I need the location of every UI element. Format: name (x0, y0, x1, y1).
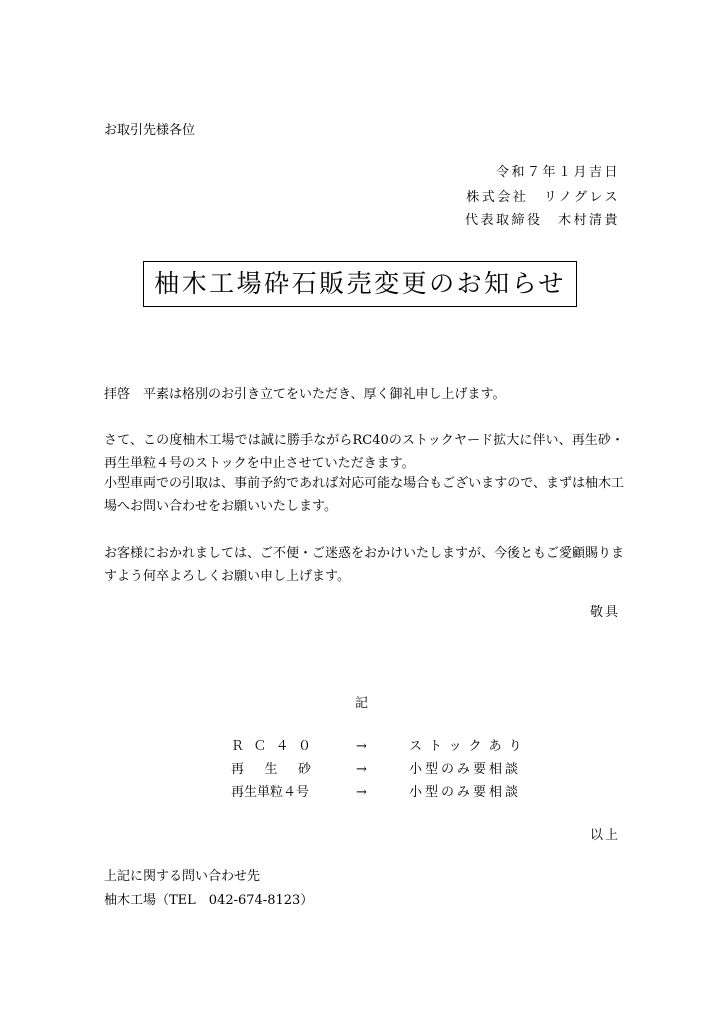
item-status: 小型のみ要相談 (409, 785, 522, 800)
document-title: 柚木工場砕石販売変更のお知らせ (154, 269, 566, 298)
item-status: 小型のみ要相談 (409, 762, 522, 777)
item-status: ストックあり (409, 739, 529, 754)
notice-paragraph: さて、この度柚木工場では誠に勝手ながらRC40のストックヤード拡大に伴い、再生砂・再生単粒４号のストックを中止させていただきます。 (104, 433, 624, 471)
representative: 代表取締役 木村清貴 (464, 213, 620, 228)
arrow-icon: → (356, 785, 367, 800)
item-row (231, 761, 531, 785)
contact-heading: 上記に関する問い合わせ先 (104, 869, 261, 884)
apology-paragraph: お客様におかれましては、ご不便・ご迷惑をおかけいたしますが、今後ともご愛顧賜りますよう何卒よろしくお願い申し上げます。 (104, 546, 625, 584)
arrow-icon: → (356, 739, 367, 754)
arrow-icon: → (356, 762, 367, 777)
closing-keigu: 敬具 (589, 605, 620, 620)
ki-label: 記 (355, 696, 369, 711)
pickup-paragraph: 小型車両での引取は、事前予約であれば対応可能な場合もございますので、まずは柚木工場へお問い合わせをお願いいたします。 (104, 476, 624, 514)
letter-date: 令和７年１月吉日 (495, 165, 620, 180)
item-row (231, 784, 531, 808)
company-name: 株式会社 リノグレス (466, 190, 620, 205)
title-box (143, 261, 577, 307)
item-row (231, 738, 531, 762)
item-name: 再生単粒４号 (231, 785, 310, 800)
item-name: 再 生 砂 (231, 762, 311, 777)
greeting-paragraph: 拝啓 平素は格別のお引き立てをいただき、厚く御礼申し上げます。 (104, 387, 506, 402)
addressee: お取引先様各位 (104, 123, 196, 138)
closing-ijou: 以上 (589, 828, 620, 843)
contact-phone-line: 柚木工場（TEL 042-674-8123） (104, 893, 314, 908)
item-name: Ｒ Ｃ ４ ０ (231, 739, 311, 754)
